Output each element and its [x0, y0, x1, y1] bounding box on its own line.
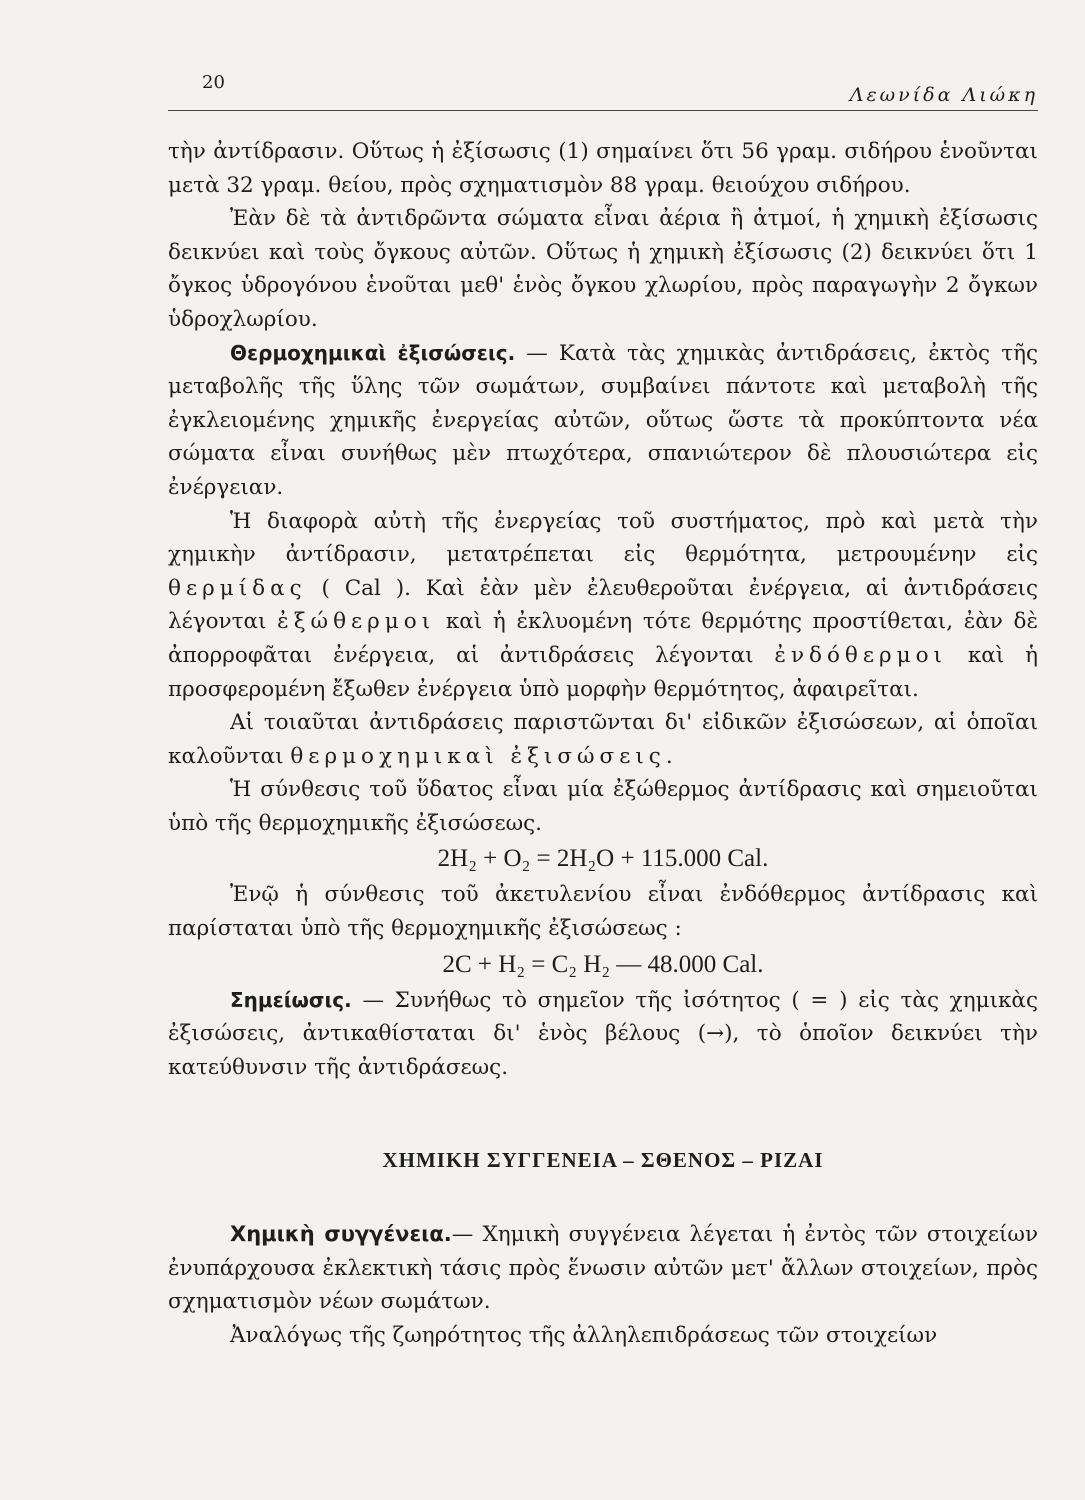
paragraph-2: Ἐὰν δὲ τὰ ἀντιδρῶντα σώματα εἶναι ἀέρια ἢ ἀτμοί, ἡ χημικὴ ἐξίσωσις δεικνύει καὶ τοὺς ὄγκους αὐτῶν. Οὕτως ἡ χημικὴ ἐξίσωσις (2) δεικνύει ὅτι 1 ὄγκος ὑδρογόνου ἑνοῦται μεθ' ἑνὸς ὄγκου χλωρίου, πρὸς παραγωγὴν 2 ὄγκων ὑδροχλωρίου. [168, 206, 1038, 332]
paragraph-8-text: — Συνήθως τὸ σημεῖον τῆς ἰσότητος ( = ) εἰς τὰς χημικὰς ἐξισώσεις, ἀντικαθίσταται δι' ἑνὸς βέλους (→), τὸ ὁποῖον δεικνύει τὴν κατεύθυνσιν τῆς ἀντιδράσεως. [168, 987, 1038, 1080]
paragraph-6: Ἡ σύνθεσις τοῦ ὕδατος εἶναι μία ἐξώθερμος ἀντίδρασις καὶ σημειοῦται ὑπὸ τῆς θερμοχημικῆς ἐξισώσεως. [168, 777, 1038, 836]
paragraph-4-text-b: ( Cal ). Καὶ ἐὰν μὲν ἐλευθεροῦται ἐνέργεια, αἱ ἀντιδράσεις λέγονται [168, 575, 1038, 635]
section-title: ΧΗΜΙΚΗ ΣΥΓΓΕΝΕΙΑ – ΣΘΕΝΟΣ – ΡΙΖΑΙ [382, 1148, 824, 1173]
paragraph-3 [168, 337, 1038, 505]
page-header [168, 60, 1038, 111]
running-head: Λεωνίδα Λιώκη [849, 84, 1038, 106]
equation-acetylene-synthesis: 2C + H₂ = C₂ H₂ — 48.000 Cal. [442, 950, 764, 978]
paragraph-9 [168, 1218, 1038, 1319]
page-body [168, 135, 1038, 1352]
spaced-term-endothermic: ἐνδόθερμοι [774, 642, 947, 668]
paragraph-1: τὴν ἀντίδρασιν. Οὕτως ἡ ἐξίσωσις (1) σημαίνει ὅτι 56 γραμ. σιδήρου ἑνοῦνται μετὰ 32 γραμ. θείου, πρὸς σχηματισμὸν 88 γραμ. θειούχου σιδήρου. [168, 139, 1038, 198]
paragraph-3-text: — Κατὰ τὰς χημικὰς ἀντιδράσεις, ἐκτὸς τῆς μεταβολῆς τῆς ὕλης τῶν σωμάτων, συμβαίνει πάντοτε καὶ μεταβολὴ τῆς ἐγκλειομένης χημικῆς ἐνεργείας αὐτῶν, οὕτως ὥστε τὰ προκύπτοντα νέα σώματα εἶναι συνήθως μὲν πτωχότερα, σπανιώτερον δὲ πλουσιώτερα εἰς ἐνέργειαν. [168, 340, 1039, 500]
paragraph-8 [168, 984, 1038, 1085]
term-thermochemical-equations: Θερμοχημικαὶ ἐξισώσεις. [230, 340, 516, 365]
paragraph-4-text-a: Ἡ διαφορὰ αὐτὴ τῆς ἐνεργείας τοῦ συστήματος, πρὸ καὶ μετὰ τὴν χημικὴν ἀντίδρασιν, μετατρέπεται εἰς θερμότητα, μετρουμένην εἰς [168, 508, 1038, 568]
paragraph-5-text-a: Αἱ τοιαῦται ἀντιδράσεις παριστῶνται δι' εἰδικῶν ἐξισώσεων, αἱ ὁποῖαι καλοῦνται [168, 710, 1038, 769]
paragraph-7: Ἐνῷ ἡ σύνθεσις τοῦ ἀκετυλενίου εἶναι ἐνδόθερμος ἀντίδρασις καὶ παρίσταται ὑπὸ τῆς θερμοχημικῆς ἐξισώσεως : [168, 882, 1038, 942]
page-number: 20 [202, 72, 225, 93]
equation-water-synthesis: 2H₂ + O₂ = 2H₂O + 115.000 Cal. [437, 845, 769, 873]
paragraph-9-text: — Χημικὴ συγγένεια λέγεται ἡ ἐντὸς τῶν στοιχείων ἐνυπάρχουσα ἐκλεκτικὴ τάσις πρὸς ἕνωσιν αὐτῶν μετ' ἄλλων στοιχείων, πρὸς σχηματισμὸν νέων σωμάτων. [168, 1222, 1039, 1315]
term-note: Σημείωσις. [230, 987, 352, 1012]
paragraph-4-text-c: καὶ ἡ ἐκλυομένη τότε θερμότης προστίθεται, ἐὰν δὲ ἀπορροφᾶται ἐνέργεια, αἱ ἀντιδράσεις λέγονται [168, 609, 1039, 668]
paragraph-5-text-b: . [665, 743, 673, 769]
paragraph-5 [168, 706, 1038, 773]
paragraph-4-text-d: καὶ ἡ προσφερομένη ἔξωθεν ἐνέργεια ὑπὸ μορφὴν θερμότητος, ἀφαιρεῖται. [168, 642, 1038, 702]
paragraph-4 [168, 505, 1038, 707]
spaced-term-thermochemical: θερμοχημικαὶ ἐξισώσεις [290, 743, 666, 769]
spaced-term-calories: θερμίδας [168, 575, 307, 601]
document-page [168, 60, 1038, 1352]
spaced-term-exothermic: ἐξώθερμοι [277, 609, 436, 635]
paragraph-10: Ἀναλόγως τῆς ζωηρότητος τῆς ἀλληλεπιδράσεως τῶν στοιχείων [230, 1322, 938, 1348]
term-chemical-affinity: Χημικὴ συγγένεια. [230, 1222, 452, 1247]
